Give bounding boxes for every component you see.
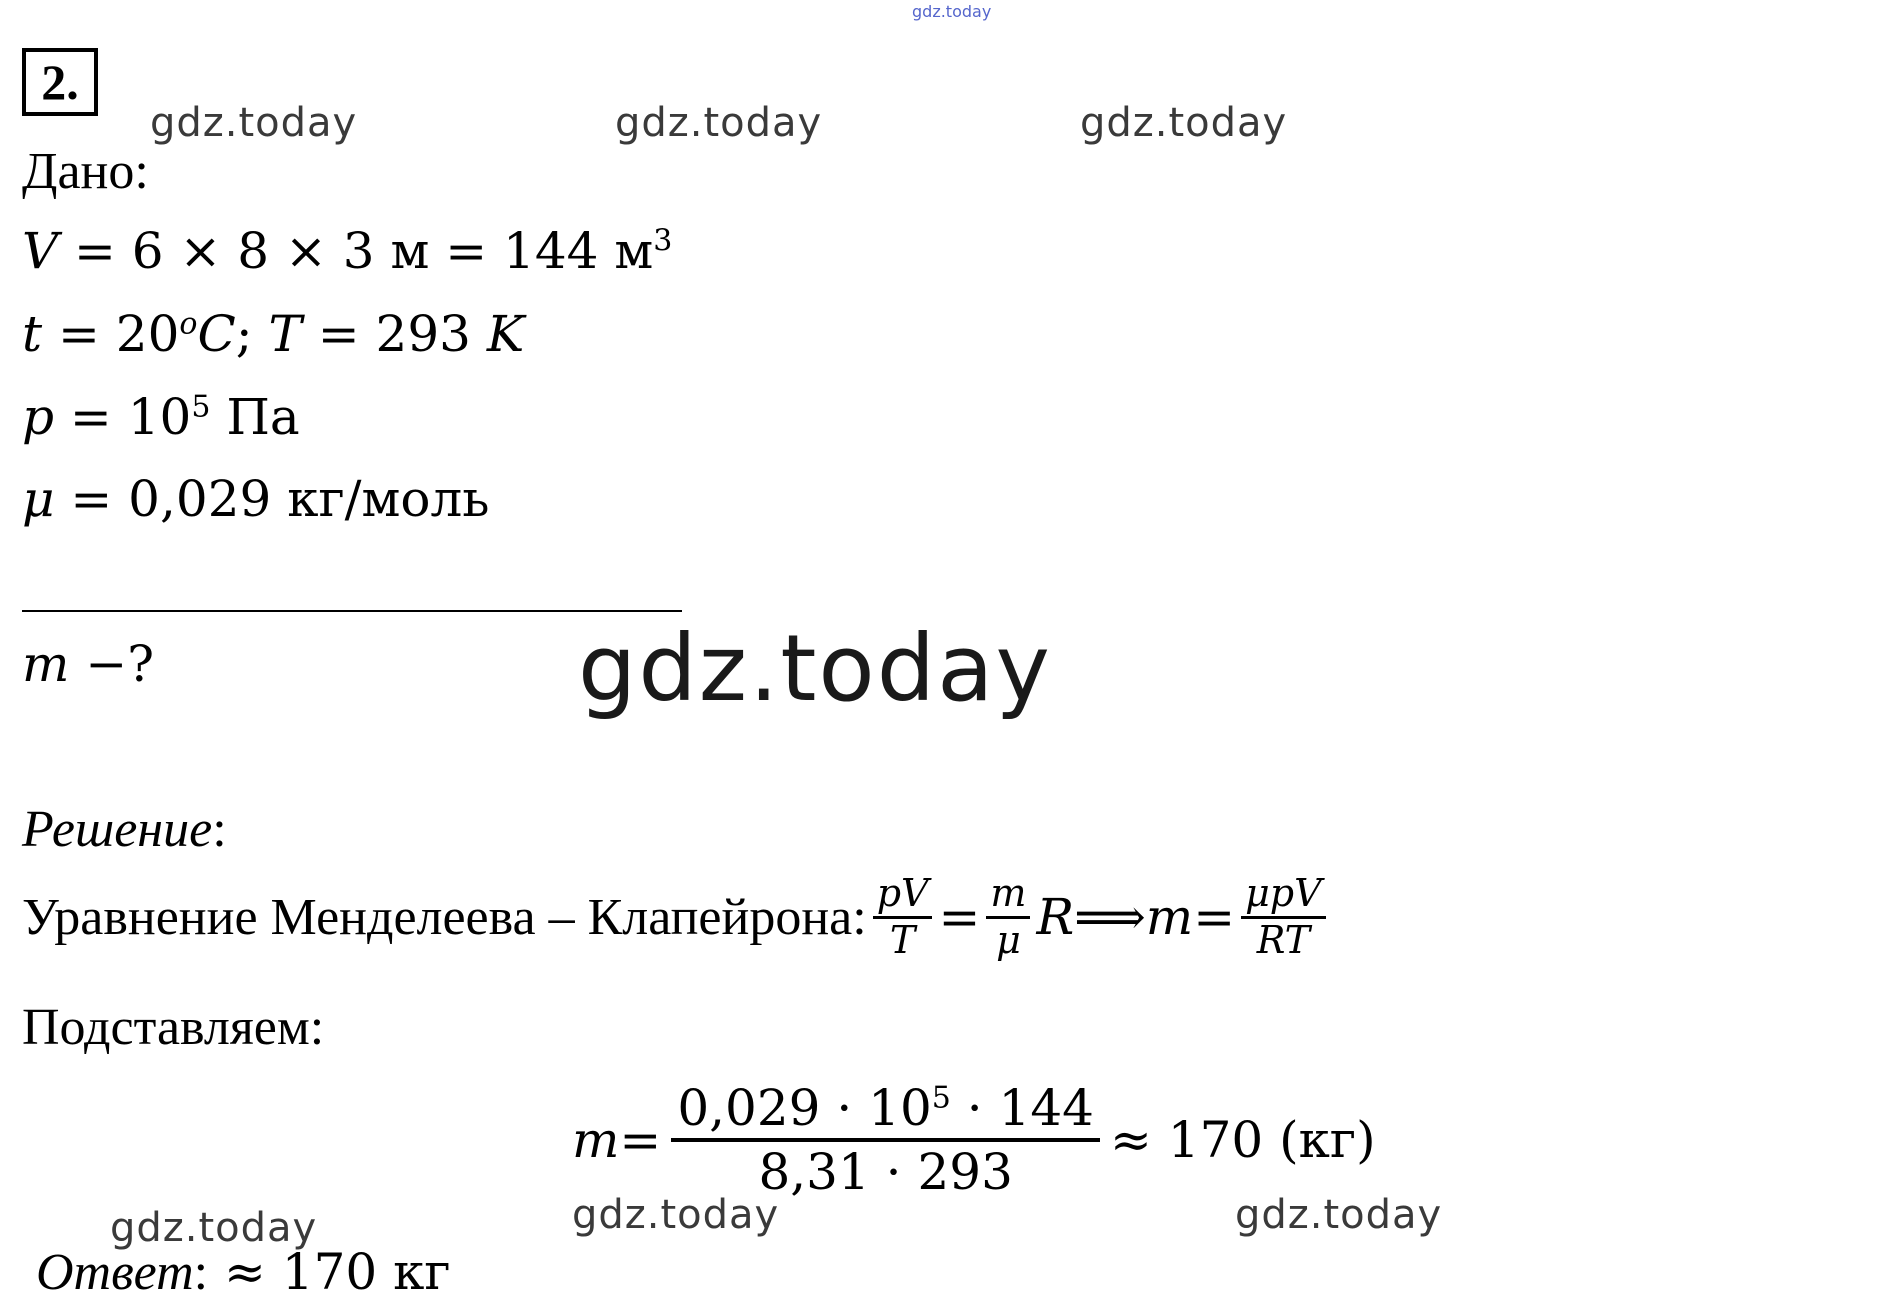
answer-colon: : xyxy=(193,1244,209,1301)
equals-sign: = xyxy=(1193,888,1236,947)
given-temperature xyxy=(22,305,524,363)
watermark: gdz.today xyxy=(1080,100,1288,146)
fraction-numerator: μpV xyxy=(1245,871,1322,915)
pressure-exponent: 5 xyxy=(191,389,211,425)
T-unit: K xyxy=(486,305,525,363)
t-value: = 20 xyxy=(42,305,180,363)
unknown-question: −? xyxy=(69,635,155,693)
solution-label: Решение xyxy=(22,801,213,858)
gas-constant: R xyxy=(1036,888,1075,947)
problem-number: 2. xyxy=(22,48,98,116)
watermark: gdz.today xyxy=(1235,1192,1443,1238)
mu-value: = 0,029 кг/моль xyxy=(54,470,490,528)
watermark: gdz.today xyxy=(110,1205,318,1251)
given-molar-mass xyxy=(22,470,490,528)
T-value: = 293 xyxy=(301,305,487,363)
fraction-denominator: T xyxy=(889,917,916,962)
watermark-top: gdz.today xyxy=(912,2,992,21)
answer xyxy=(36,1243,451,1302)
pressure-symbol: p xyxy=(22,388,55,446)
watermark: gdz.today xyxy=(615,100,823,146)
answer-value: ≈ 170 кг xyxy=(208,1243,451,1301)
equals-sign: = xyxy=(938,888,981,947)
volume-exponent: 3 xyxy=(653,223,673,259)
given-divider xyxy=(22,610,682,612)
calc-fraction xyxy=(671,1078,1100,1202)
calc-equals: = xyxy=(619,1111,662,1169)
substitute-label: Подставляем: xyxy=(22,999,325,1056)
fraction-pv-t xyxy=(873,872,933,962)
volume-value: = 6 × 8 × 3 м = 144 м xyxy=(58,222,654,280)
equation-text: Уравнение Менделеева – Клапейрона: xyxy=(22,888,867,946)
pressure-value: = 10 xyxy=(54,388,192,446)
implies-arrow: ⟹ xyxy=(1074,888,1146,947)
calc-result: ≈ 170 (кг) xyxy=(1110,1111,1376,1169)
mass-symbol: m xyxy=(1145,888,1194,947)
calc-mass-symbol: m xyxy=(572,1111,620,1169)
t-symbol: t xyxy=(22,305,43,363)
given-label: Дано: xyxy=(22,143,149,200)
separator: ; xyxy=(235,305,269,363)
fraction-numerator: m xyxy=(990,871,1027,915)
fraction-m-mu xyxy=(986,872,1030,962)
solution-colon: : xyxy=(212,801,227,858)
fraction-denominator: RT xyxy=(1256,917,1310,962)
solution-heading xyxy=(22,800,227,859)
fraction-mupv-rt xyxy=(1241,872,1325,962)
T-symbol: T xyxy=(268,305,302,363)
calc-denominator: 8,31 · 293 xyxy=(758,1143,1013,1201)
calc-numerator xyxy=(671,1078,1100,1138)
watermark: gdz.today xyxy=(572,1192,780,1238)
given-pressure xyxy=(22,388,300,446)
fraction-numerator: pV xyxy=(876,871,929,915)
calc-num-b: · 144 xyxy=(950,1079,1094,1137)
given-volume xyxy=(22,222,672,280)
watermark: gdz.today xyxy=(150,100,358,146)
watermark-large: gdz.today xyxy=(578,615,1052,722)
answer-label: Ответ xyxy=(36,1244,194,1301)
fraction-denominator: μ xyxy=(996,917,1021,962)
calc-num-a: 0,029 · 10 xyxy=(677,1079,932,1137)
degree-mark: o xyxy=(179,306,198,342)
mu-symbol: μ xyxy=(22,470,55,528)
unknown xyxy=(22,635,154,693)
unknown-symbol: m xyxy=(22,635,70,693)
calculation xyxy=(572,1078,1376,1202)
calc-num-exponent: 5 xyxy=(931,1080,951,1116)
volume-symbol: V xyxy=(22,222,59,280)
t-unit: C xyxy=(197,305,236,363)
mendeleev-clapeyron-equation xyxy=(22,872,1332,962)
pressure-unit: Па xyxy=(210,388,300,446)
